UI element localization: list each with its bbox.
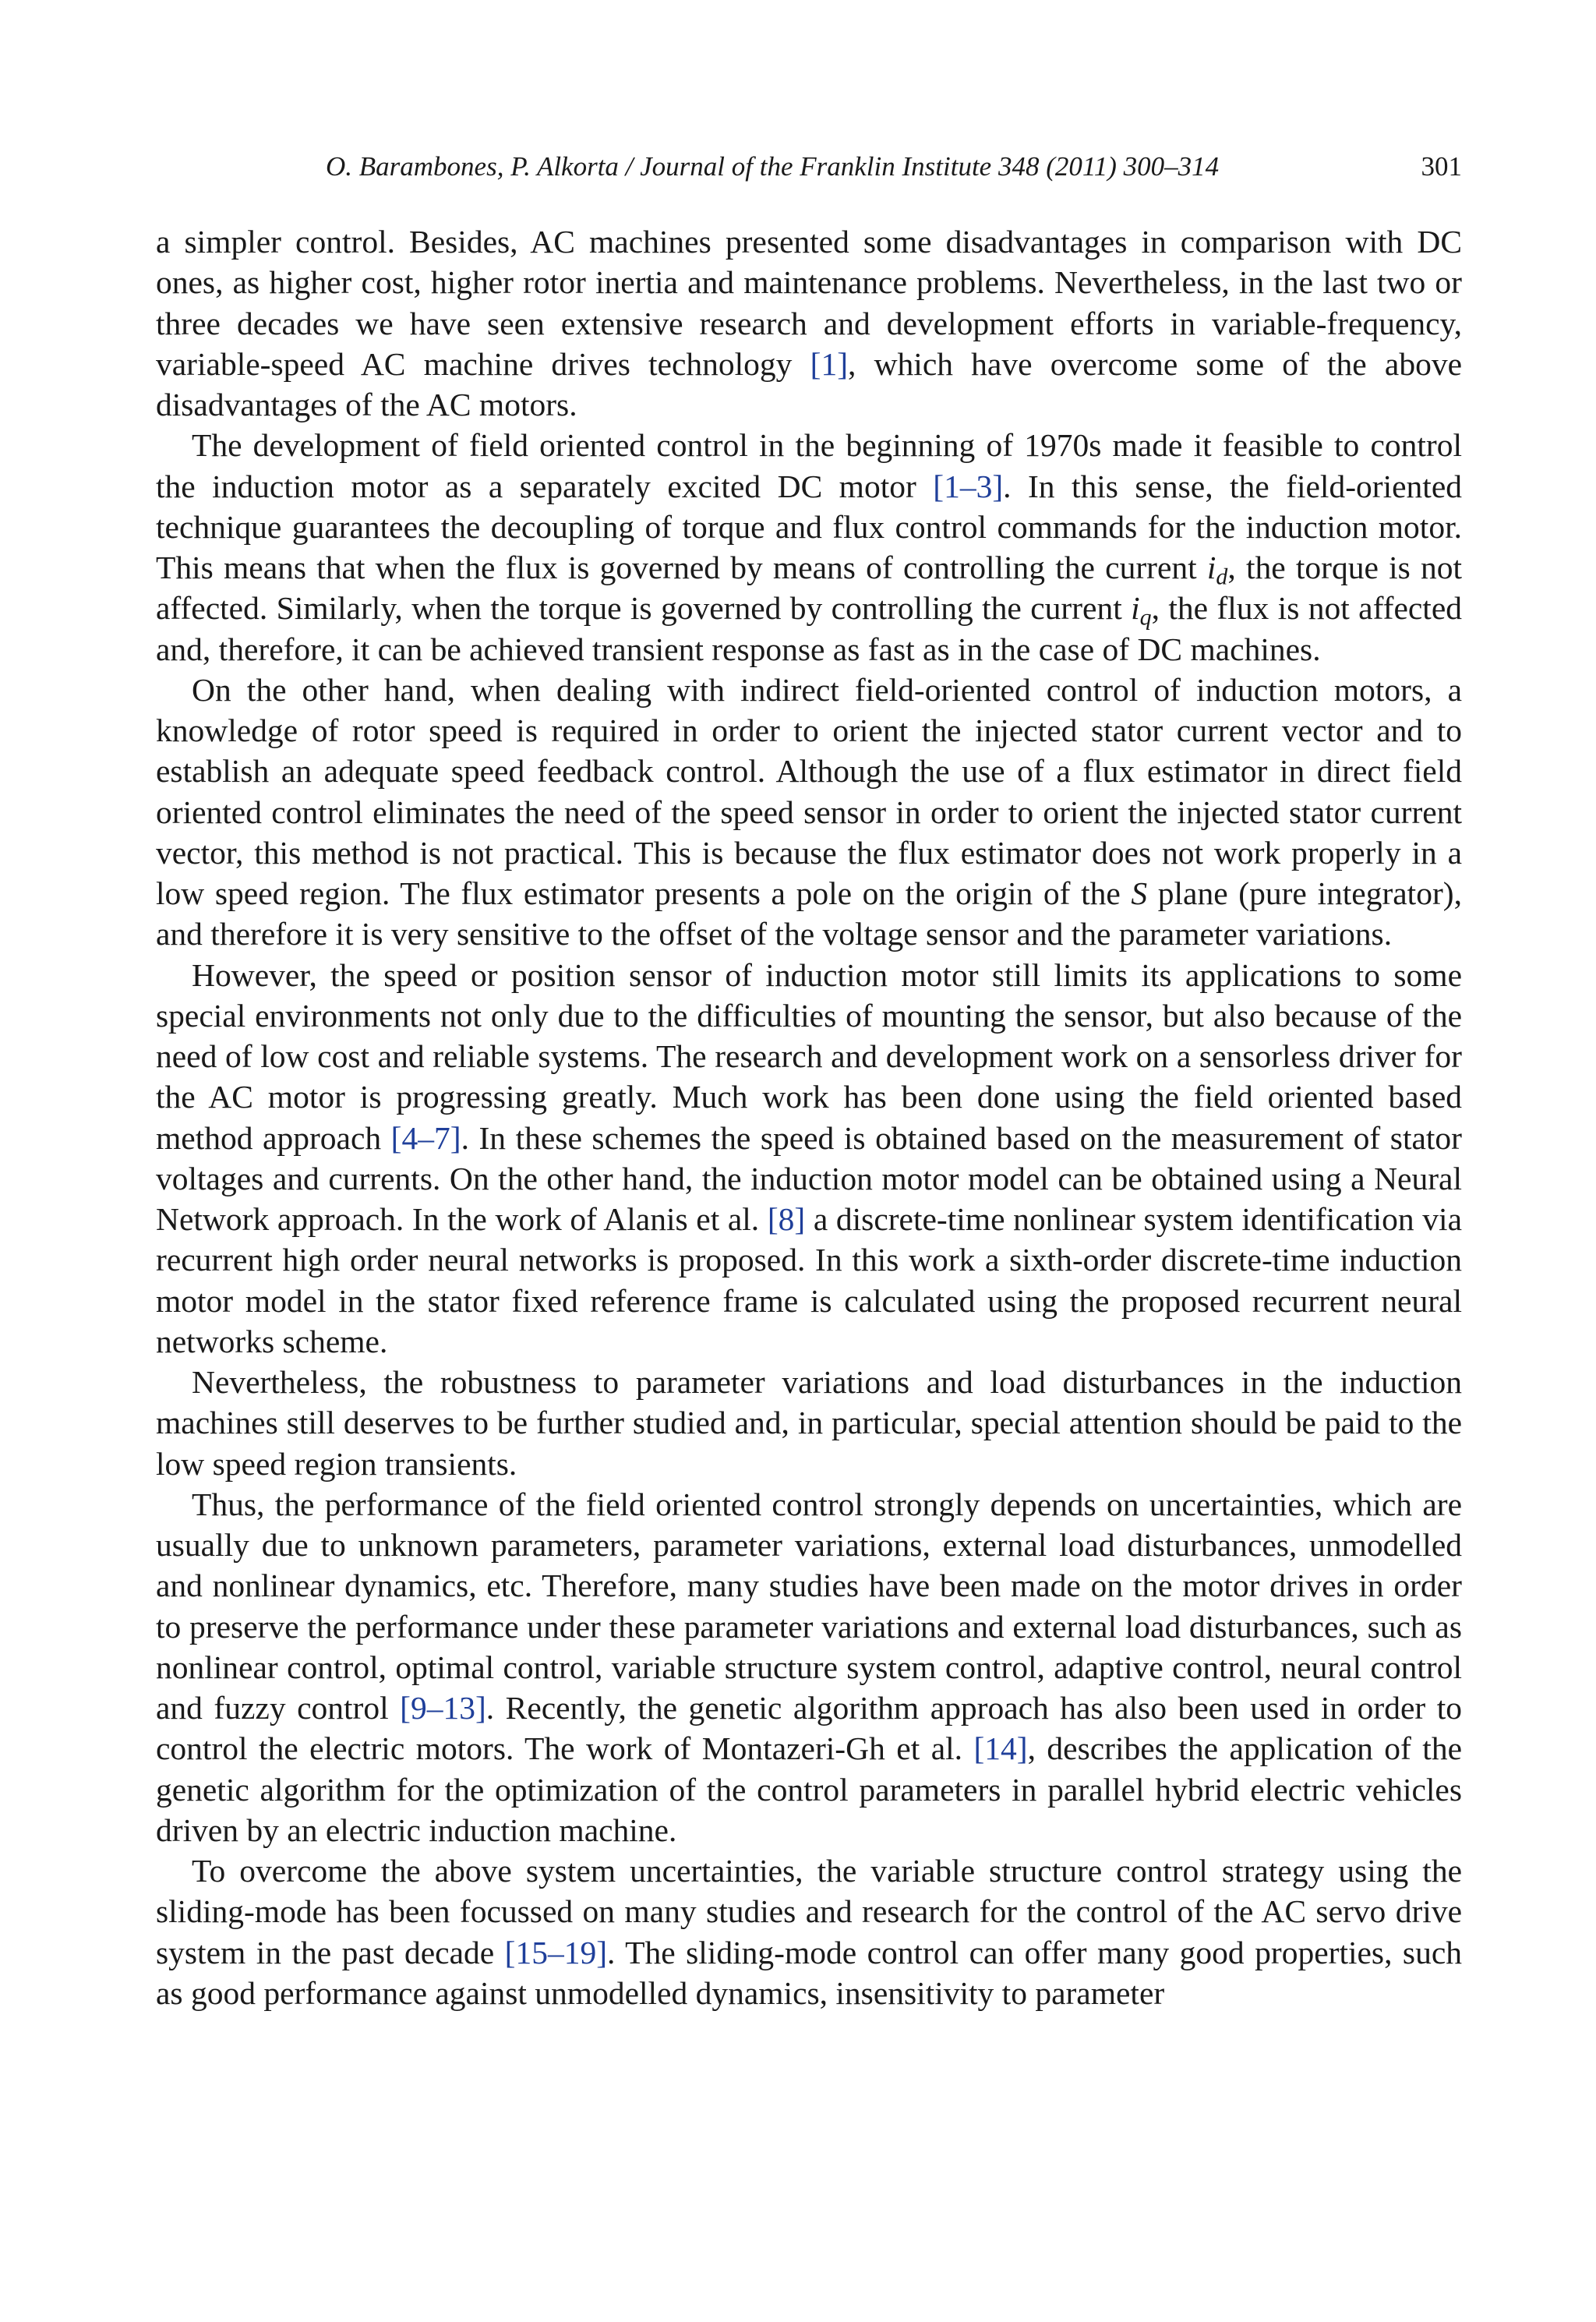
text-run: , which have overcome some of the above disadvantages of the AC motors. (156, 345, 1463, 422)
article-body (156, 221, 1462, 2013)
paragraph-2 (156, 425, 1462, 670)
citation-link[interactable]: [4–7] (390, 1119, 461, 1156)
citation-link[interactable]: [14] (973, 1730, 1028, 1767)
text-run: The development of field oriented control in the beginning of 1970s made it feasible to control the induction motor as a separately excited DC motor (156, 427, 1462, 504)
text-run: , the torque is not affected. Similarly, when the torque is governed by controlling the current (156, 550, 1462, 627)
text-run: Nevertheless, the robustness to parameter variations and load disturbances in the induction machines still deserves to be further studied and, in particular, special attention should be paid to the low speed region transients. (156, 1364, 1462, 1482)
text-run: . The sliding-mode control can offer many good properties, such as good performance against unmodelled dynamics, insensitivity to parameter (156, 1934, 1462, 2011)
running-head (156, 148, 1462, 186)
text-run: . Recently, the genetic algorithm approach has also been used in order to control the electric motors. The work of Montazeri-Gh et al. (156, 1690, 1462, 1767)
paragraph-1 (156, 221, 1462, 425)
citation-link[interactable]: [15–19] (504, 1934, 608, 1970)
text-run: To overcome the above system uncertainties, the variable structure control strategy using the sliding-mode has been focussed on many studies and research for the control of the AC servo drive system in the past decade (156, 1853, 1462, 1970)
math-subscript: q (1139, 604, 1152, 631)
math-subscript: d (1216, 564, 1228, 590)
paragraph-5 (156, 1362, 1462, 1484)
citation-link[interactable]: [8] (767, 1201, 806, 1237)
text-run: a discrete-time nonlinear system identification via recurrent high order neural networks is proposed. In this work a sixth-order discrete-time induction motor model in the stator fixed reference frame is calculated using the proposed recurrent neural networks scheme. (156, 1201, 1462, 1359)
text-run: Thus, the performance of the field oriented control strongly depends on uncertainties, which are usually due to unknown parameters, parameter variations, external load disturbances, unmodelled and nonlinear dynamics, etc. Therefore, many studies have been made on the motor drives in order to preserve the performance under these parameter variations and external load disturbances, such as nonlinear control, optimal control, variable structure system control, adaptive control, neural control and fuzzy control (156, 1486, 1462, 1726)
citation-link[interactable]: [1–3] (933, 468, 1004, 504)
paragraph-7 (156, 1850, 1462, 2013)
citation-link[interactable]: [1] (810, 345, 849, 382)
journal-citation-header: O. Barambones, P. Alkorta / Journal of the Franklin Institute 348 (2011) 300–314 (326, 151, 1220, 182)
math-variable: S (1131, 875, 1148, 911)
math-variable: i (1206, 550, 1216, 585)
text-run: On the other hand, when dealing with indirect field-oriented control of induction motors, a knowledge of rotor speed is required in order to orient the injected stator current vector and to establish an adequate speed feedback control. Although the use of a flux estimator in direct field oriented control eliminates the need of the speed sensor in order to orient the injected stator current vector, this method is not practical. This is because the flux estimator does not work properly in a low speed region. The flux estimator presents a pole on the origin of the (156, 671, 1462, 911)
text-run: , the flux is not affected and, therefore, it can be achieved transient response as fast as in the case of DC machines. (156, 590, 1463, 667)
text-run: . In these schemes the speed is obtained based on the measurement of stator voltages and currents. On the other hand, the induction motor model can be obtained using a Neural Network approach. In the work of Alanis et al. (156, 1119, 1462, 1237)
page-number: 301 (1421, 151, 1462, 182)
text-run: . In this sense, the field-oriented technique guarantees the decoupling of torque and flux control commands for the induction motor. This means that when the flux is governed by means of controlling the current (156, 468, 1462, 585)
text-run: However, the speed or position sensor of induction motor still limits its applications to some special environments not only due to the difficulties of mounting the sensor, but also because of the need of low cost and reliable systems. The research and development work on a sensorless driver for the AC motor is progressing greatly. Much work has been done using the field oriented based method approach (156, 956, 1462, 1156)
text-run: a simpler control. Besides, AC machines presented some disadvantages in comparison with DC ones, as higher cost, higher rotor inertia and maintenance problems. Nevertheless, in the last two or three decades we have seen extensive research and development efforts in variable-frequency, variable-speed AC machine drives technology (156, 224, 1462, 382)
citation-link[interactable]: [9–13] (400, 1690, 486, 1726)
paragraph-6 (156, 1484, 1462, 1850)
paragraph-4 (156, 955, 1462, 1362)
math-variable: i (1131, 590, 1140, 627)
paragraph-3 (156, 670, 1462, 955)
text-run: , describes the application of the genetic algorithm for the optimization of the control parameters in parallel hybrid electric vehicles driven by an electric induction machine. (156, 1730, 1462, 1848)
text-run: plane (pure integrator), and therefore it is very sensitive to the offset of the voltage sensor and the parameter variations. (156, 875, 1462, 952)
